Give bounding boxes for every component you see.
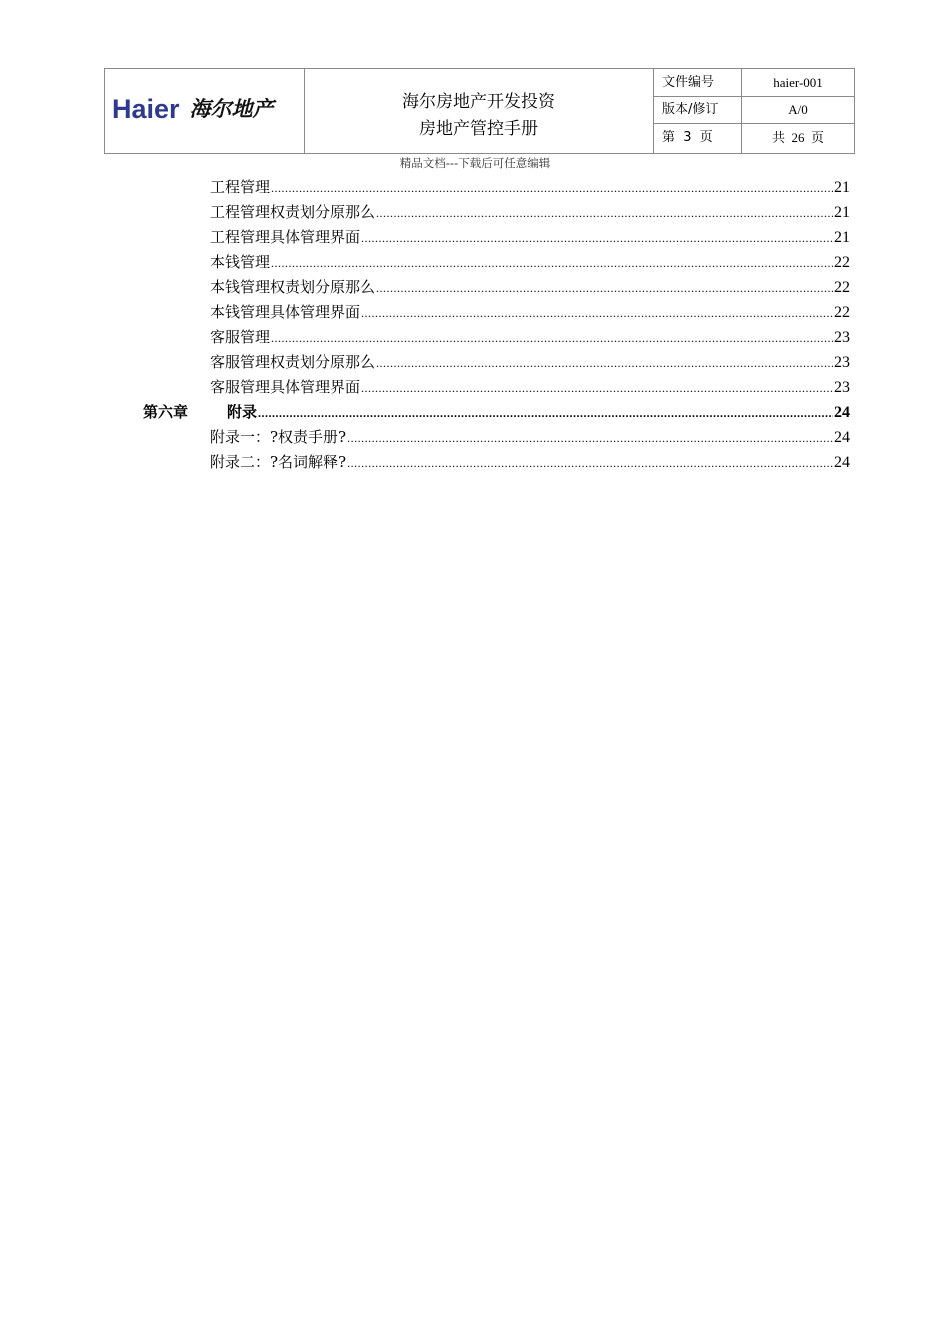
toc-page-number: 21 (834, 229, 850, 246)
toc-row[interactable] (0, 301, 950, 326)
toc-entry (210, 451, 850, 472)
toc-entry (210, 301, 850, 322)
toc-row[interactable] (0, 176, 950, 201)
toc-entry-label: 客服管理 (210, 328, 271, 346)
watermark-text: 精品文档---下载后可任意编辑 (399, 156, 551, 170)
toc-entry (210, 276, 850, 297)
toc-entry-label: 客服管理具体管理界面 (210, 378, 361, 396)
page-total: 共 26 页 (771, 130, 824, 145)
toc-page-number: 23 (834, 329, 850, 346)
document-header (104, 68, 855, 154)
toc-leader-dots (347, 456, 833, 471)
toc-chapter-row[interactable] (0, 401, 950, 426)
toc-row[interactable] (0, 251, 950, 276)
toc-leader-dots (347, 431, 833, 446)
toc-leader-dots (361, 231, 833, 246)
toc-entry (210, 351, 850, 372)
toc-entry (227, 401, 850, 422)
toc-row[interactable] (0, 451, 950, 476)
toc-entry-label: 本钱管理权责划分原那么 (210, 278, 376, 296)
version-value: A/0 (788, 102, 808, 117)
toc-leader-dots (361, 381, 833, 396)
toc-page-number: 21 (834, 204, 850, 221)
toc-entry-label: 工程管理 (210, 178, 271, 196)
toc-entry (210, 326, 850, 347)
toc-entry-label: 附录 (227, 403, 258, 421)
logo-cell (105, 69, 305, 153)
toc-row[interactable] (0, 226, 950, 251)
toc-entry (210, 426, 850, 447)
title-cell (304, 69, 654, 153)
toc-row[interactable] (0, 276, 950, 301)
toc-entry (210, 201, 850, 222)
toc-entry-label: 本钱管理具体管理界面 (210, 303, 361, 321)
toc-page-number: 24 (834, 404, 850, 421)
toc-entry (210, 176, 850, 197)
doc-number-label: 文件编号 (653, 69, 742, 96)
toc-leader-dots (376, 356, 833, 371)
toc-leader-dots (376, 206, 833, 221)
toc-page-number: 21 (834, 179, 850, 196)
toc-leader-dots (361, 306, 833, 321)
toc-leader-dots (271, 181, 833, 196)
toc-entry-label: 附录一：?权责手册? (210, 428, 347, 446)
toc-entry-label: 附录二：?名词解释? (210, 453, 347, 471)
toc-page-number: 23 (834, 379, 850, 396)
toc-row[interactable] (0, 326, 950, 351)
toc-entry-label: 工程管理具体管理界面 (210, 228, 361, 246)
toc-entry-label: 工程管理权责划分原那么 (210, 203, 376, 221)
document-subtitle: 房地产管控手册 (419, 119, 538, 139)
toc-page-number: 24 (834, 429, 850, 446)
toc-page-number: 23 (834, 354, 850, 371)
toc-entry (210, 376, 850, 397)
doc-number-row (653, 69, 854, 97)
toc-leader-dots (271, 256, 833, 271)
version-label: 版本/修订 (653, 96, 742, 123)
logo-text-cn: 海尔地产 (189, 97, 274, 121)
page-row (653, 123, 854, 153)
toc-row[interactable] (0, 201, 950, 226)
toc-row[interactable] (0, 351, 950, 376)
toc-row[interactable] (0, 376, 950, 401)
toc-leader-dots (258, 406, 833, 421)
toc-row[interactable] (0, 426, 950, 451)
toc-page-number: 24 (834, 454, 850, 471)
toc-entry (210, 226, 850, 247)
toc-page-number: 22 (834, 254, 850, 271)
toc-page-number: 22 (834, 304, 850, 321)
toc-page-number: 22 (834, 279, 850, 296)
toc-leader-dots (376, 281, 833, 296)
logo-text-en: Haier (112, 94, 180, 124)
document-meta (653, 69, 854, 153)
toc-entry (210, 251, 850, 272)
toc-chapter-number: 第六章 (143, 403, 189, 421)
toc-entry-label: 客服管理权责划分原那么 (210, 353, 376, 371)
haier-logo (112, 96, 274, 123)
page-number: 第 3 页 (653, 123, 742, 153)
version-row (653, 96, 854, 124)
doc-number-value: haier-001 (773, 75, 823, 90)
toc-leader-dots (271, 331, 833, 346)
document-title: 海尔房地产开发投资 (402, 92, 555, 112)
toc-entry-label: 本钱管理 (210, 253, 271, 271)
